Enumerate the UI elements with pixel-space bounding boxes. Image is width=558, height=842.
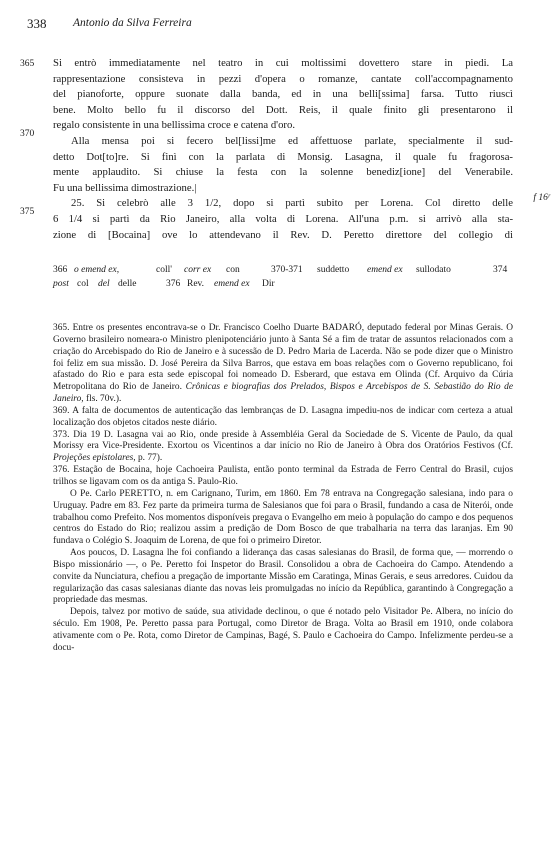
line-number-370: 370 (20, 129, 35, 139)
critical-apparatus (53, 264, 513, 292)
main-paragraph-1 (53, 56, 513, 134)
note-376: 376. Estação de Bocaina, hoje Cachoeira Paulista, então ponto terminal da Estrada de Ferro Central do Brasil, cujos trilhos se ligavam com os da antiga S. Paulo-Rio. (53, 465, 513, 487)
text-line: Si entrò immediatamente nel teatro in cui moltissimi dovettero stare in piedi. La (53, 57, 513, 69)
apparatus-line-ref: 366 (53, 265, 68, 275)
apparatus-variant: sullodato (416, 265, 451, 275)
page-number: 338 (27, 16, 47, 31)
text-line: bene. Molto bello fu il discorso del Dott. Reis, il quale finito gli presentarono il (53, 103, 513, 116)
running-head (27, 16, 531, 32)
line-number-375: 375 (20, 207, 35, 217)
historical-notes (53, 323, 513, 655)
apparatus-variant: con (226, 265, 240, 275)
apparatus-siglum: post (53, 279, 69, 289)
note-aos-poucos-paragraph: Aos poucos, D. Lasagna lhe foi confiando a liderança das casas salesianas do Brasil, de forma que, — morrendo o Bispo missionário —, o Pe. Peretto foi Inspetor do Brasil. Consolidou a obra de Cachoeira do Campo. Atendendo a convite da Nunciatura, chefiou a pregação de importante Missão em Caratinga, Minas Gerais, e seus arredores. Cuidou da regularização das casas salesianas diante das novas leis promulgadas no início da República, garantindo à Congregação a propriedade das mesmas. (53, 548, 513, 606)
apparatus-variant: delle (118, 279, 137, 289)
apparatus-row-2 (53, 278, 513, 292)
apparatus-lemma: coll' (156, 265, 172, 275)
apparatus-line-ref: 370-371 (271, 265, 303, 275)
text-line: 6 1/4 si partì da Rio Janeiro, alla volta di Lorena. All'una p.m. si arrivò alla sta- (53, 212, 513, 225)
note-peretto-paragraph: O Pe. Carlo PERETTO, n. em Carignano, Turim, em 1860. Em 78 entrava na Congregação salesiana, indo para o Uruguay. Padre em 83. Fez parte da primeira turma de Salesianos que foi para o Brasil, fundando a casa de Niterói, onde trabalhou como Prefeito. Nos momentos disponíveis pregava o Evangelho em meio à população do campo e dos pequenos centros do Estado do Rio; realizou assim a predição de Dom Bosco de que trabalharia na terra das laranjas. Em 90 fundava o Colégio S. Joaquim de Lorena, de que foi o primeiro Diretor. (53, 488, 513, 547)
note-depois-paragraph: Depois, talvez por motivo de saúde, sua atividade declinou, o que é notado pelo Visitador Pe. Albera, no início do século. Em 1908, Pe. Peretto passa para Portugal, como Diretor de Braga. Volta ao Brasil em 1910, onde colabora ativamente com o Pe. Rota, como Diretor de Campinas, Bagé, S. Paulo e Cachoeira do Campo. Infelizmente perdeu-se a docu- (53, 607, 513, 653)
apparatus-line-ref: 374 (493, 265, 508, 275)
text-line: zione di [Bocaina] ove lo attendevano il Rev. D. Peretto direttore del collegio di (53, 228, 513, 241)
folio-reference: f 16ʳ (533, 193, 550, 203)
apparatus-row-1 (53, 264, 513, 278)
apparatus-siglum: corr ex (184, 265, 212, 275)
main-text (53, 56, 513, 243)
note-369: 369. A falta de documentos de autenticação das lembranças de D. Lasagna impediu-nos de indicar com certeza a atual localização dos objetos citados neste diário. (53, 405, 513, 428)
apparatus-siglum: del (98, 279, 110, 289)
note-373: 373. Dia 19 D. Lasagna vai ao Rio, onde preside à Assembléia Geral da Sociedade de S. Vicente de Paulo, da qual Morissy era Vice-Presidente. Exortou os Vicentinos a dar início no Rio de Janeiro à Obra dos Oratórios Festivos (Cf. Projeções epistolares, p. 77). (53, 429, 513, 464)
text-line: 25. Si celebrò alle 3 1/2, dopo si partì subito per Lorena. Col diretto delle (71, 197, 513, 210)
apparatus-lemma: col (77, 279, 89, 289)
text-line: rappresentazione consisteva in pezzi d'opera o romanze, cantate coll'accompagnamento (53, 72, 513, 85)
apparatus-variant: Dir (262, 279, 275, 289)
main-paragraph-3 (53, 196, 513, 243)
text-line: regalo consistente in una bellissima croce e catena d'oro. (53, 119, 296, 132)
apparatus-siglum: emend ex (214, 279, 250, 289)
apparatus-lemma: suddetto (317, 265, 350, 275)
line-number-365: 365 (20, 59, 35, 69)
apparatus-siglum: o emend ex, (74, 265, 120, 275)
apparatus-siglum: emend ex (367, 265, 403, 275)
main-paragraph-2 (53, 134, 513, 196)
text-line: mente applaudito. Si chiuse la festa con la solenne benediz[ione] del Venerabile. (53, 166, 513, 179)
apparatus-lemma: Rev. (187, 279, 205, 289)
apparatus-line-ref: 376 (166, 279, 181, 289)
note-365: 365. Entre os presentes encontrava-se o Dr. Francisco Coelho Duarte BADARÓ, deputado federal por Minas Gerais. O Governo brasileiro nomeara-o Ministro plenipotenciário junto à Santa Sé a fim de tratar de assuntos relacionados com a criação do Arcebispado do Rio de Janeiro e à sucessão de D. Pedro Maria de Lacerda. Não se pode dizer que o Ministro foi feliz em sua missão. D. José Pereira da Silva Barros, que estava em boas relações com o Governo republicano, foi afastado do Rio e para esta sede episcopal foi nomeado D. Esberard, que estava em Olinda (Cf. Arquivo da Cúria Metropolitana do Rio de Janeiro. Crônicas e biografias dos Prelados, Bispos e Arcebispos de S. Sebastião do Rio de Janeiro, fls. 70v.). (53, 323, 514, 405)
text-line: del pianoforte, oppure suonate dalla banda, ed in una belli[ssima] farsa. Tutto riuscì (53, 88, 513, 101)
text-line: Fu una bellissima dimostrazione.| (53, 181, 197, 194)
text-line: Alla mensa poi si fecero bel[lissi]me ed affettuose parlate, specialmente il sud- (71, 134, 513, 147)
running-title: Antonio da Silva Ferreira (73, 17, 192, 29)
text-line: detto Dot[to]re. Si finì con la parlata di Monsig. Lasagna, il quale fu fragorosa- (53, 150, 513, 163)
